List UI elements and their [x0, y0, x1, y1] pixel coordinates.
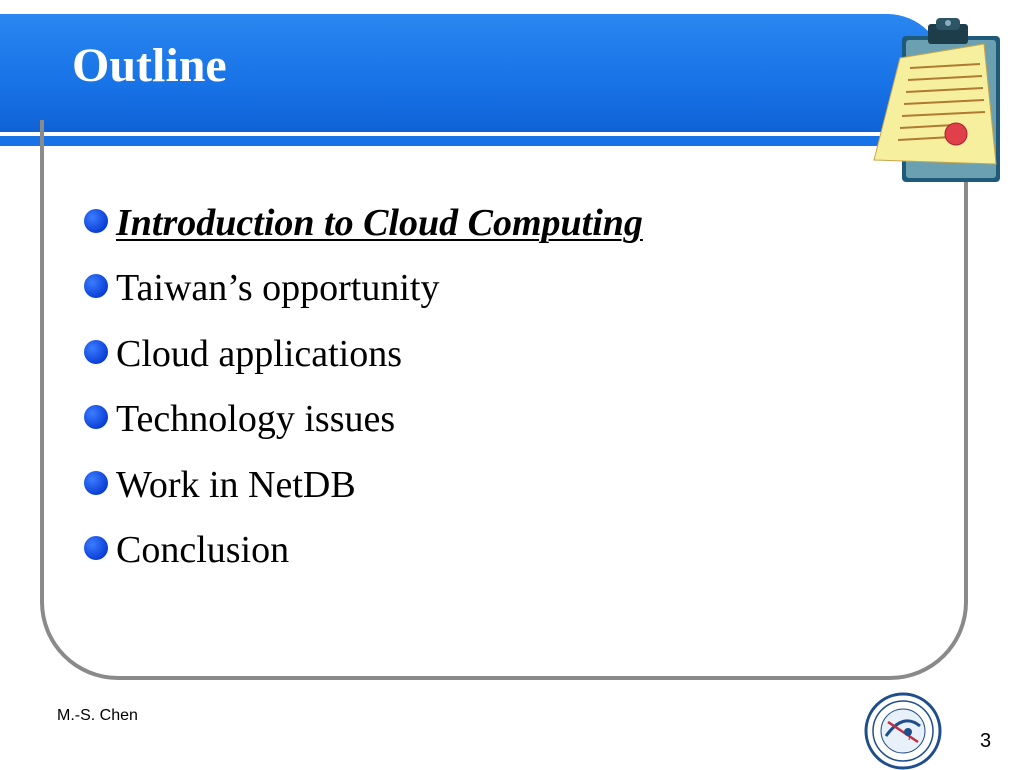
bullet-dot-icon	[84, 209, 108, 233]
bullet-list	[84, 190, 643, 583]
bullet-item-netdb	[84, 452, 643, 518]
bullet-item-introduction	[84, 190, 643, 256]
bullet-dot-icon	[84, 471, 108, 495]
bullet-text: Work in NetDB	[116, 463, 356, 506]
page-number: 3	[980, 730, 992, 752]
bullet-dot-icon	[84, 405, 108, 429]
clipboard-icon	[872, 14, 1004, 186]
slide-title: Outline	[72, 39, 227, 92]
bullet-item-technology	[84, 387, 643, 453]
bullet-item-applications	[84, 321, 643, 387]
bullet-dot-icon	[84, 536, 108, 560]
bullet-item-conclusion	[84, 518, 643, 584]
author-name: M.-S. Chen	[57, 707, 138, 724]
bullet-dot-icon	[84, 340, 108, 364]
institution-seal-logo	[864, 692, 942, 770]
svg-text:i: i	[908, 732, 911, 743]
bullet-item-taiwan	[84, 256, 643, 322]
bullet-text: Introduction to Cloud Computing	[116, 201, 643, 244]
bullet-text: Taiwan’s opportunity	[116, 267, 440, 310]
bullet-text: Technology issues	[116, 398, 396, 441]
bullet-dot-icon	[84, 274, 108, 298]
bullet-text: Conclusion	[116, 529, 290, 572]
bullet-text: Cloud applications	[116, 332, 403, 375]
